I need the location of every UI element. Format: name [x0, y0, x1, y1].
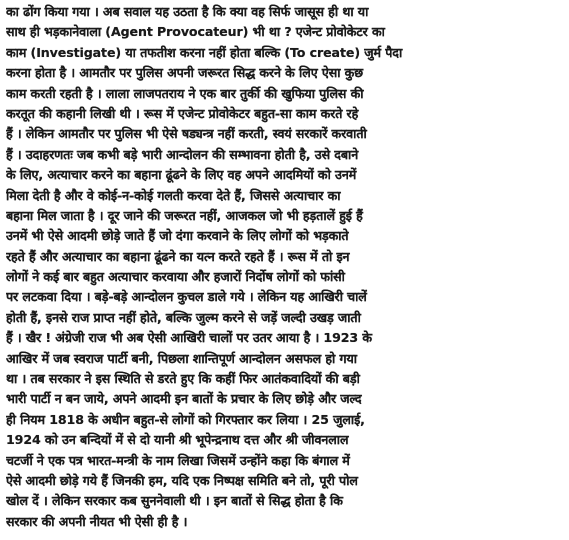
text-line: करना होता है । आमतौर पर पुलिस अपनी जरूरत सिद्ध करने के लिए ऐसा कुछ [6, 65, 363, 81]
text-line: काम (Investigate) या तफतीश करना नहीं होता बल्कि (To create) जुर्म पैदा [6, 44, 403, 60]
text-line: काम करती रहती है । लाला लाजपतराय ने एक बार तुर्की की खुफिया पुलिस की [6, 85, 364, 101]
text-line: हैं । खैर ! अंग्रेजी राज भी अब ऐसी आखिरी चालों पर उतर आया है । 1923 के [6, 330, 372, 346]
text-line: हैं । लेकिन आमतौर पर पुलिस भी ऐसे षड्यन्त्र नहीं करती, स्वयं सरकारें करवाती [6, 126, 367, 142]
text-line: भारी पार्टी न बन जाये, अपने आदमी इन बातों के प्रचार के लिए छोड़े और जल्द [6, 391, 362, 407]
text-line: सरकार की अपनी नीयत भी ऐसी ही है । [6, 513, 188, 529]
text-line: था । तब सरकार ने इस स्थिति से डरते हुए कि कहीं फिर आतंकवादियों की बड़ी [6, 371, 360, 387]
text-line: बहाना मिल जाता है । दूर जाने की जरूरत नहीं, आजकल जो भी हड़तालें हुई हैं [6, 207, 363, 223]
text-line: आखिर में जब स्वराज पार्टी बनी, पिछला शान्तिपूर्ण आन्दोलन असफल हो गया [6, 350, 357, 366]
text-line: मिला देती है और वे कोई-न-कोई गलती करवा देते हैं, जिससे अत्याचार का [6, 187, 341, 203]
text-line: हैं । उदाहरणतः जब कभी बड़े भारी आन्दोलन की सम्भावना होती है, उसे दबाने [6, 146, 359, 162]
text-line: के लिए, अत्याचार करने का बहाना ढूंढने के लिए वह अपने आदमियों को उनमें [6, 167, 357, 183]
text-line: पर लटकवा दिया । बड़े-बड़े आन्दोलन कुचल डाले गये । लेकिन यह आखिरी चालें [6, 289, 367, 305]
text-line: साथ ही भड़कानेवाला (Agent Provocateur) भी था ? एजेन्ट प्रोवोकेटर का [6, 24, 385, 40]
text-line: का ढोंग किया गया । अब सवाल यह उठता है कि क्या वह सिर्फ जासूस ही था या [6, 4, 369, 19]
text-line: रहते हैं और अत्याचार का बहाना ढूंढने का यत्न करते रहते हैं । रूस में तो इन [6, 248, 350, 264]
text-line: ही नियम 1818 के अधीन बहुत-से लोगों को गिरफ्तार कर लिया । 25 जुलाई, [6, 411, 365, 427]
text-line: 1924 को उन बन्दियों में से दो यानी श्री भूपेन्द्रनाथ दत्त और श्री जीवनलाल [6, 432, 349, 448]
text-line: ऐसे आदमी छोड़े गये हैं जिनकी हम, यदि एक निष्पक्ष समिति बने तो, पूरी पोल [6, 472, 358, 488]
text-line: उनमें भी ऐसे आदमी छोड़े जाते हैं जो दंगा करवाने के लिए लोगों को भड़काते [6, 228, 349, 244]
text-line: होती हैं, इनसे राज प्राप्त नहीं होते, बल्कि जुल्म करने से जड़ें जल्दी उखड़ जाती [6, 309, 361, 325]
text-line: लोगों ने कई बार बहुत अत्याचार करवाया और हजारों निर्दोष लोगों को फांसी [6, 269, 345, 285]
text-line: करतूत की कहानी लिखी थी । रूस में एजेन्ट प्रोवोकेटर बहुत-सा काम करते रहे [6, 105, 359, 121]
text-line: चटर्जी ने एक पत्र भारत-मन्त्री के नाम लिखा जिसमें उन्होंने कहा कि बंगाल में [6, 452, 350, 468]
text-line: खोल दें । लेकिन सरकार कब सुननेवाली थी । इन बातों से सिद्ध होता है कि [6, 493, 343, 509]
